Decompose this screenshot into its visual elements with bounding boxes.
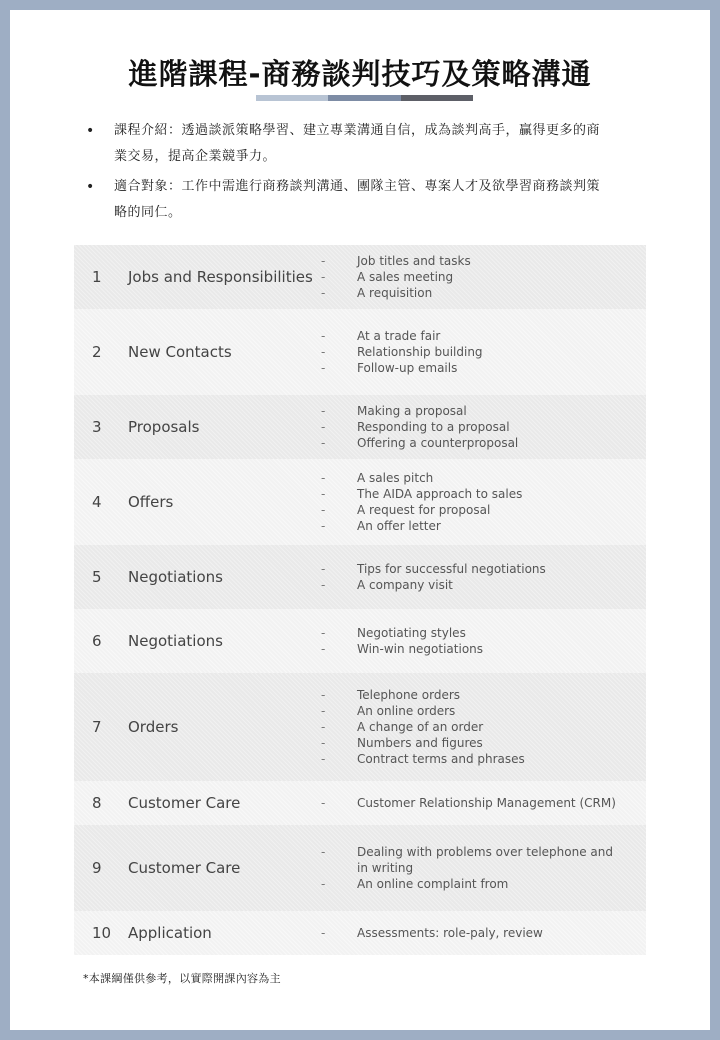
dash-marker: -	[321, 503, 326, 517]
row-topic: Jobs and Responsibilities	[128, 268, 313, 286]
subtopic-text: A sales pitch	[357, 471, 434, 485]
table-row	[74, 545, 646, 609]
dash-marker: -	[321, 404, 326, 418]
dash-marker: -	[321, 361, 326, 375]
dash-marker: -	[321, 270, 326, 284]
subtopic-item	[319, 403, 619, 419]
table-row	[74, 609, 646, 673]
title-underline-segment-light	[256, 95, 328, 101]
title-underline-segment-mid	[328, 95, 401, 101]
dash-marker: -	[321, 642, 326, 656]
dash-marker: -	[321, 736, 326, 750]
subtopic-text: Relationship building	[357, 345, 483, 359]
subtopic-text: A company visit	[357, 578, 453, 592]
subtopic-item	[319, 844, 619, 876]
subtopic-text: An offer letter	[357, 519, 441, 533]
dash-marker: -	[321, 704, 326, 718]
row-number: 4	[92, 493, 102, 511]
subtopic-text: Job titles and tasks	[357, 254, 471, 268]
subtopic-text: Follow-up emails	[357, 361, 458, 375]
row-subtopics	[319, 781, 619, 825]
subtopic-item	[319, 518, 619, 534]
row-number: 6	[92, 632, 102, 650]
row-subtopics	[319, 911, 619, 955]
subtopic-item	[319, 328, 619, 344]
subtopic-text: Responding to a proposal	[357, 420, 510, 434]
dash-marker: -	[321, 752, 326, 766]
dash-marker: -	[321, 487, 326, 501]
row-number: 7	[92, 718, 102, 736]
dash-marker: -	[321, 877, 326, 891]
subtopic-item	[319, 625, 619, 641]
table-row	[74, 781, 646, 825]
dash-marker: -	[321, 720, 326, 734]
row-subtopics	[319, 825, 619, 911]
subtopic-item	[319, 577, 619, 593]
subtopic-text: Offering a counterproposal	[357, 436, 519, 450]
table-row	[74, 459, 646, 545]
row-number: 1	[92, 268, 102, 286]
bullet-line: 適合對象：工作中需進行商務談判溝通、團隊主管、專案人才及欲學習商務談判策	[114, 179, 601, 194]
bullet-line: 略的同仁。	[114, 205, 182, 220]
subtopic-text: A request for proposal	[357, 503, 491, 517]
row-subtopics	[319, 395, 619, 459]
dash-marker: -	[321, 329, 326, 343]
subtopic-text: A change of an order	[357, 720, 484, 734]
subtopic-item	[319, 719, 619, 735]
row-number: 10	[92, 924, 112, 942]
dash-marker: -	[321, 286, 326, 300]
dash-marker: -	[321, 796, 326, 810]
bullet-dot: •	[86, 179, 95, 195]
dash-marker: -	[321, 626, 326, 640]
row-topic: Negotiations	[128, 632, 223, 650]
dash-marker: -	[321, 562, 326, 576]
table-row	[74, 309, 646, 395]
subtopic-item	[319, 751, 619, 767]
subtopic-text: Numbers and figures	[357, 736, 483, 750]
subtopic-item	[319, 435, 619, 451]
bullet-line: 課程介紹：透過談派策略學習、建立專業溝通自信，成為談判高手，贏得更多的商	[114, 123, 601, 138]
subtopic-text: Contract terms and phrases	[357, 752, 525, 766]
bullet-course-intro	[84, 118, 654, 170]
subtopic-item	[319, 876, 619, 892]
subtopic-item	[319, 360, 619, 376]
subtopic-text: A sales meeting	[357, 270, 454, 284]
subtopic-item	[319, 344, 619, 360]
subtopic-text: Customer Relationship Management (CRM)	[357, 796, 616, 810]
subtopic-text: An online orders	[357, 704, 456, 718]
subtopic-item	[319, 269, 619, 285]
subtopic-text: The AIDA approach to sales	[357, 487, 523, 501]
row-subtopics	[319, 245, 619, 309]
subtopic-text: Making a proposal	[357, 404, 467, 418]
subtopic-item	[319, 253, 619, 269]
row-subtopics	[319, 545, 619, 609]
dash-marker: -	[321, 254, 326, 268]
subtopic-item	[319, 419, 619, 435]
row-number: 3	[92, 418, 102, 436]
dash-marker: -	[321, 436, 326, 450]
table-row	[74, 395, 646, 459]
row-number: 8	[92, 794, 102, 812]
table-row	[74, 911, 646, 955]
subtopic-text: Win-win negotiations	[357, 642, 484, 656]
syllabus-table	[74, 245, 646, 955]
bullet-dot: •	[86, 123, 95, 139]
subtopic-text: Dealing with problems over telephone and in writing	[357, 845, 613, 875]
row-topic: New Contacts	[128, 343, 232, 361]
subtopic-text: A requisition	[357, 286, 433, 300]
row-topic: Orders	[128, 718, 179, 736]
subtopic-item	[319, 703, 619, 719]
subtopic-text: Tips for successful negotiations	[357, 562, 546, 576]
footnote: *本課綱僅供參考，以實際開課內容為主	[83, 972, 281, 985]
subtopic-item	[319, 795, 619, 811]
subtopic-text: Negotiating styles	[357, 626, 466, 640]
subtopic-item	[319, 285, 619, 301]
dash-marker: -	[321, 845, 326, 859]
row-number: 9	[92, 859, 102, 877]
page-title: 進階課程-商務談判技巧及策略溝通	[128, 57, 592, 91]
subtopic-item	[319, 502, 619, 518]
bullet-target-audience	[84, 174, 654, 226]
dash-marker: -	[321, 420, 326, 434]
row-subtopics	[319, 673, 619, 781]
row-topic: Application	[128, 924, 212, 942]
row-subtopics	[319, 309, 619, 395]
table-row	[74, 245, 646, 309]
title-underline-segment-dark	[401, 95, 473, 101]
dash-marker: -	[321, 688, 326, 702]
row-subtopics	[319, 609, 619, 673]
document-page	[10, 10, 710, 1030]
subtopic-item	[319, 687, 619, 703]
table-row	[74, 825, 646, 911]
dash-marker: -	[321, 471, 326, 485]
dash-marker: -	[321, 578, 326, 592]
row-topic: Customer Care	[128, 794, 241, 812]
course-info-list	[84, 118, 654, 230]
row-topic: Customer Care	[128, 859, 241, 877]
row-subtopics	[319, 459, 619, 545]
row-topic: Negotiations	[128, 568, 223, 586]
subtopic-text: Assessments: role-paly, review	[357, 926, 543, 940]
row-topic: Proposals	[128, 418, 200, 436]
table-row	[74, 673, 646, 781]
row-topic: Offers	[128, 493, 174, 511]
subtopic-item	[319, 735, 619, 751]
subtopic-text: An online complaint from	[357, 877, 509, 891]
bullet-line: 業交易，提高企業競爭力。	[114, 149, 277, 164]
subtopic-item	[319, 486, 619, 502]
dash-marker: -	[321, 926, 326, 940]
subtopic-text: At a trade fair	[357, 329, 441, 343]
dash-marker: -	[321, 519, 326, 533]
subtopic-text: Telephone orders	[357, 688, 461, 702]
row-number: 2	[92, 343, 102, 361]
subtopic-item	[319, 470, 619, 486]
dash-marker: -	[321, 345, 326, 359]
row-number: 5	[92, 568, 102, 586]
subtopic-item	[319, 641, 619, 657]
subtopic-item	[319, 925, 619, 941]
subtopic-item	[319, 561, 619, 577]
